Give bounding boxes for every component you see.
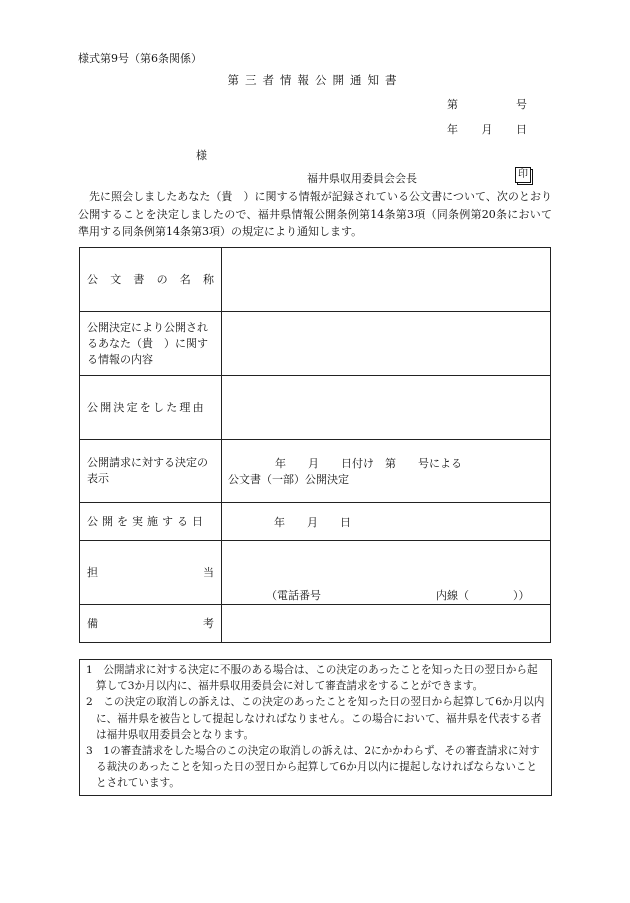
remarks-label-right: 考 — [203, 616, 214, 630]
label-char: 名 — [179, 272, 191, 286]
document-name-label — [87, 272, 214, 288]
document-title: 第三者情報公開通知書 — [227, 73, 403, 87]
table-row — [80, 605, 551, 643]
contact-label-right: 当 — [203, 565, 214, 579]
addressee-suffix: 様 — [196, 149, 207, 162]
label-char: 称 — [202, 272, 214, 286]
table-row — [80, 248, 551, 312]
disclosed-info-value[interactable] — [222, 312, 551, 376]
implementation-label-text: 公開を実施する日 — [87, 514, 207, 528]
row-label-document-name — [80, 248, 222, 312]
note-item: 2 この決定の取消しの訴えは、この決定のあったことを知った日の翌日から起算して6か月以内に、福井県を被告として提起しなければなりません。この場合において、福井県を代表する者は福井県収用委員会となります。 — [86, 696, 545, 741]
notice-body: 先に照会しましたあなた（貴 ）に関する情報が記録されている公文書について、次のとおり公開することを決定しましたので、福井県情報公開条例第14条第3項（同条例第20条において準用する同条例第14条第3項）の規定により通知します。 — [78, 190, 552, 238]
date-month: 月 — [481, 123, 493, 136]
form-number: 様式第9号（第6条関係） — [78, 52, 202, 65]
row-label-remarks — [80, 605, 222, 643]
contact-label-left: 担 — [87, 565, 98, 579]
remarks-label — [87, 616, 214, 632]
table-row — [80, 440, 551, 503]
notes-box — [79, 659, 552, 796]
note-item: 1 公開請求に対する決定に不服のある場合は、この決定のあったことを知った日の翌日から起算して3か月以内に、福井県収用委員会に対して審査請求をすることができます。 — [86, 664, 538, 693]
label-char: 公 — [87, 272, 98, 286]
row-label-decision: 公開請求に対する決定の表示 — [80, 440, 222, 503]
row-label-reason — [80, 376, 222, 440]
table-row — [80, 503, 551, 541]
label-char: 書 — [133, 272, 145, 286]
decision-type-line: 公文書（一部）公開決定 — [228, 473, 349, 486]
contact-value — [222, 541, 551, 605]
reason-value[interactable] — [222, 376, 551, 440]
extension-label: 内線（ ）） — [436, 589, 530, 602]
note-item: 3 1の審査請求をした場合のこの決定の取消しの訴えは、2にかかわらず、その審査請求に対する裁決のあったことを知った日の翌日から起算して6か月以内に提起しなければならないこととされています。 — [86, 745, 540, 790]
date-line — [447, 121, 527, 137]
decision-value — [222, 440, 551, 503]
reason-label-text: 公開決定をした理由 — [87, 400, 206, 414]
number-prefix: 第 — [447, 98, 458, 111]
seal-mark: 印 — [515, 167, 531, 183]
phone-label: （電話番号 — [266, 589, 321, 602]
row-label-contact — [80, 541, 222, 605]
table-row — [80, 376, 551, 440]
date-year: 年 — [447, 123, 458, 136]
remarks-label-left: 備 — [87, 616, 98, 630]
notice-table — [79, 247, 551, 643]
phone-line — [228, 587, 544, 603]
row-label-disclosed-info: 公開決定により公開されるあなた（貴 ）に関する情報の内容 — [80, 312, 222, 376]
table-row — [80, 312, 551, 376]
document-name-value[interactable] — [222, 248, 551, 312]
row-label-implementation-date — [80, 503, 222, 541]
remarks-value[interactable] — [222, 605, 551, 643]
contact-label — [87, 565, 214, 581]
implementation-date-value: 年 月 日 — [222, 503, 551, 541]
sender-name: 福井県収用委員会会長 — [307, 172, 417, 185]
number-suffix: 号 — [516, 98, 527, 111]
document-number-line — [447, 96, 527, 112]
label-char: の — [156, 272, 168, 286]
date-day: 日 — [516, 123, 527, 136]
decision-date-line: 年 月 日付け 第 号による — [275, 457, 462, 470]
label-char: 文 — [110, 272, 122, 286]
table-row — [80, 541, 551, 605]
